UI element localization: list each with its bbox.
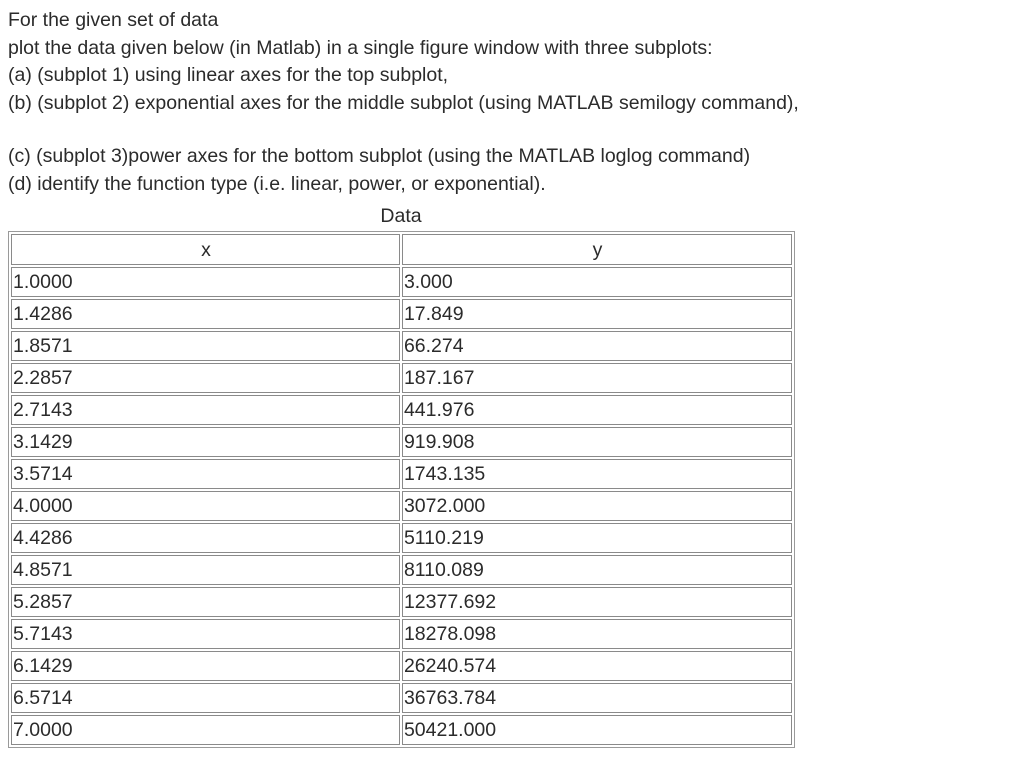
cell-x: 5.7143: [11, 619, 400, 649]
cell-y: 12377.692: [402, 587, 792, 617]
table-row: [11, 331, 792, 361]
cell-x: 1.4286: [11, 299, 400, 329]
cell-y: 5110.219: [402, 523, 792, 553]
header-x: x: [11, 234, 400, 265]
data-table: [8, 231, 795, 748]
cell-y: 66.274: [402, 331, 792, 361]
cell-y: 50421.000: [402, 715, 792, 745]
cell-x: 1.0000: [11, 267, 400, 297]
cell-x: 2.2857: [11, 363, 400, 393]
table-row: [11, 363, 792, 393]
instruction-line-intro: For the given set of data: [8, 9, 219, 31]
table-row: [11, 683, 792, 713]
table-row: [11, 427, 792, 457]
instruction-line-b: (b) (subplot 2) exponential axes for the middle subplot (using MATLAB semilogy command),: [8, 91, 799, 114]
cell-y: 3072.000: [402, 491, 792, 521]
table-row: [11, 619, 792, 649]
cell-y: 17.849: [402, 299, 792, 329]
cell-y: 187.167: [402, 363, 792, 393]
table-row: [11, 459, 792, 489]
table-row: [11, 267, 792, 297]
cell-y: 919.908: [402, 427, 792, 457]
instruction-line-c: (c) (subplot 3)power axes for the bottom subplot (using the MATLAB loglog command): [8, 145, 751, 168]
cell-y: 36763.784: [402, 683, 792, 713]
cell-x: 6.5714: [11, 683, 400, 713]
table-row: [11, 523, 792, 553]
cell-y: 1743.135: [402, 459, 792, 489]
cell-x: 6.1429: [11, 651, 400, 681]
table-row: [11, 715, 792, 745]
instruction-line-task: plot the data given below (in Matlab) in a single figure window with three subplots:: [8, 36, 713, 59]
cell-x: 5.2857: [11, 587, 400, 617]
cell-x: 1.8571: [11, 331, 400, 361]
cell-y: 441.976: [402, 395, 792, 425]
cell-x: 4.8571: [11, 555, 400, 585]
instruction-spacer: [8, 117, 1018, 143]
cell-x: 3.5714: [11, 459, 400, 489]
problem-instructions: [8, 7, 1018, 199]
instruction-line-a: (a) (subplot 1) using linear axes for the top subplot,: [8, 64, 449, 87]
table-row: [11, 395, 792, 425]
cell-x: 4.4286: [11, 523, 400, 553]
cell-y: 3.000: [402, 267, 792, 297]
cell-y: 8110.089: [402, 555, 792, 585]
instruction-line-d: (d) identify the function type (i.e. linear, power, or exponential).: [8, 172, 546, 195]
cell-x: 4.0000: [11, 491, 400, 521]
cell-x: 7.0000: [11, 715, 400, 745]
table-caption: Data: [380, 205, 422, 227]
cell-x: 3.1429: [11, 427, 400, 457]
cell-y: 26240.574: [402, 651, 792, 681]
table-row: [11, 299, 792, 329]
cell-y: 18278.098: [402, 619, 792, 649]
header-y: y: [402, 234, 792, 265]
table-row: [11, 587, 792, 617]
cell-x: 2.7143: [11, 395, 400, 425]
table-row: [11, 651, 792, 681]
table-row: [11, 491, 792, 521]
table-row: [11, 555, 792, 585]
table-header-row: [11, 234, 792, 265]
